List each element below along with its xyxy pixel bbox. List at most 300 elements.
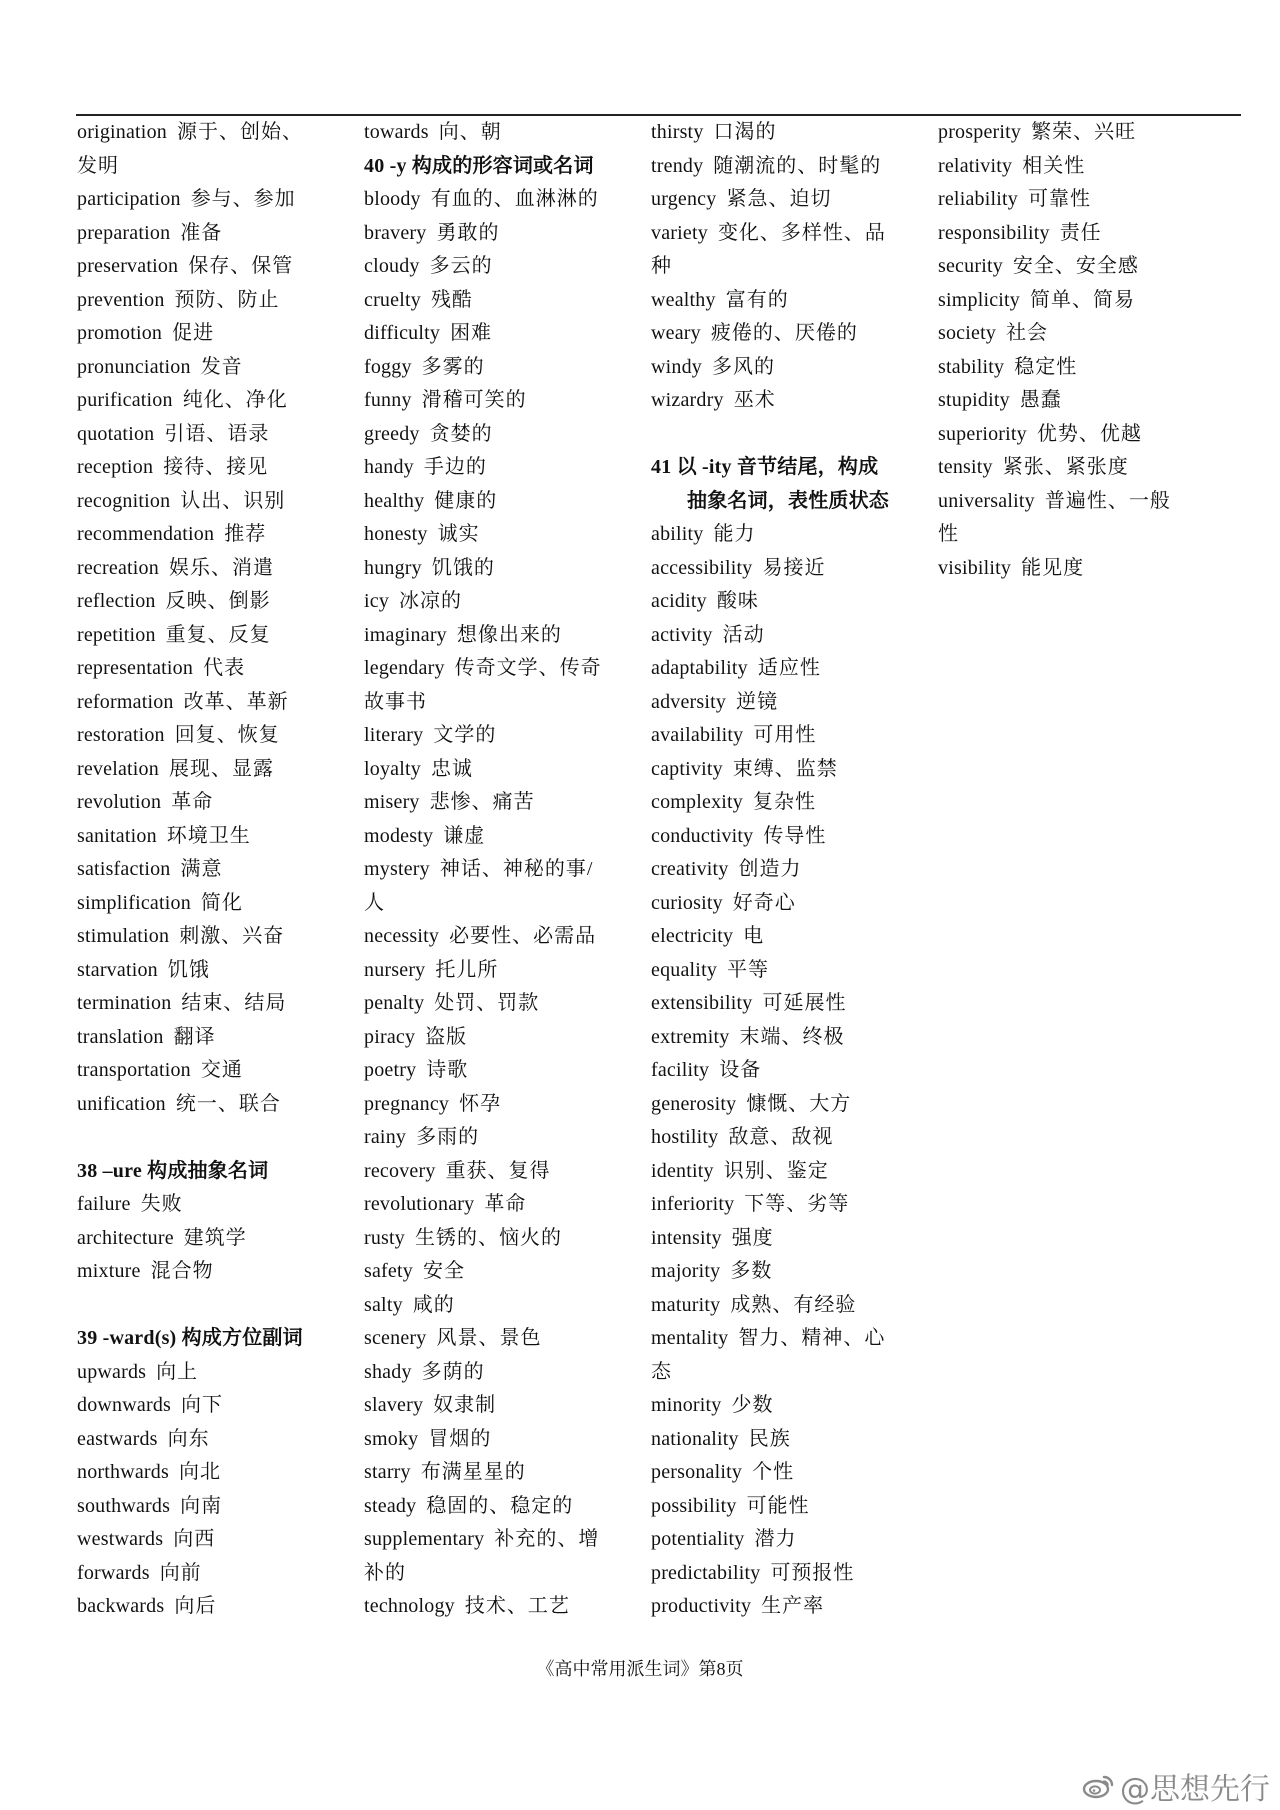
vocab-meaning: 多雨的 xyxy=(416,1126,480,1148)
vocab-entry xyxy=(651,1222,923,1256)
vocab-word: visibility xyxy=(938,556,1012,579)
vocab-word: modesty xyxy=(364,824,434,847)
vocab-word: promotion xyxy=(77,322,163,344)
vocab-meaning: 手边的 xyxy=(423,456,487,478)
vocab-entry xyxy=(364,652,636,686)
vocab-entry xyxy=(364,1389,636,1423)
vocab-entry xyxy=(651,1356,923,1390)
vocab-word: mentality xyxy=(651,1327,729,1349)
vocab-entry xyxy=(364,1490,636,1524)
vocab-word: eastwards xyxy=(77,1427,158,1450)
vocab-meaning: 能见度 xyxy=(1021,556,1085,579)
vocab-word: unification xyxy=(77,1092,166,1115)
vocab-entry xyxy=(77,1557,349,1591)
vocab-word: possibility xyxy=(651,1494,737,1517)
vocab-word: tensity xyxy=(938,456,993,478)
vocab-word: misery xyxy=(364,791,420,813)
vocab-entry xyxy=(77,585,349,619)
vocab-meaning: 冒烟的 xyxy=(428,1427,492,1450)
vocab-entry xyxy=(938,217,1210,251)
vocab-entry xyxy=(938,284,1210,318)
vocab-entry xyxy=(364,719,636,753)
vocab-word: adversity xyxy=(651,690,727,713)
vocab-word: icy xyxy=(364,590,390,612)
vocab-meaning: 紧急、迫切 xyxy=(726,188,832,210)
vocab-entry xyxy=(364,1322,636,1356)
vocab-word: reliability xyxy=(938,188,1018,210)
vocab-meaning: 纯化、净化 xyxy=(182,389,288,411)
vocab-word: trendy xyxy=(651,154,704,177)
vocab-entry xyxy=(364,786,636,820)
vocab-word: literary xyxy=(364,724,424,746)
vocab-word: funny xyxy=(364,389,412,411)
vocab-entry xyxy=(364,217,636,251)
vocab-meaning: 托儿所 xyxy=(435,958,499,981)
vocab-entry xyxy=(77,217,349,251)
vocab-meaning: 向西 xyxy=(173,1528,216,1550)
vocab-meaning: 保存、保管 xyxy=(188,255,294,277)
vocab-word: extensibility xyxy=(651,992,753,1014)
vocab-meaning: 好奇心 xyxy=(732,891,796,914)
vocab-entry xyxy=(77,1188,349,1222)
vocab-meaning: 准备 xyxy=(180,221,223,244)
vocab-entry xyxy=(364,619,636,653)
vocab-word: pronunciation xyxy=(77,355,191,378)
vocab-word: recovery xyxy=(364,1159,436,1182)
vocab-meaning: 参与、参加 xyxy=(190,188,296,210)
vocab-entry xyxy=(651,552,923,586)
vocab-word: minority xyxy=(651,1394,722,1416)
vocab-word: stability xyxy=(938,355,1005,378)
vocab-word: nationality xyxy=(651,1427,739,1450)
vocab-meaning: 诗歌 xyxy=(426,1059,469,1081)
vocab-word: westwards xyxy=(77,1528,164,1550)
vocab-meaning: 传奇文学、传奇 xyxy=(454,657,602,679)
vocab-word: stupidity xyxy=(938,389,1010,411)
vocab-meaning: 多云的 xyxy=(429,255,493,277)
vocab-entry xyxy=(364,1054,636,1088)
vocab-entry xyxy=(364,183,636,217)
vocab-meaning: 可靠性 xyxy=(1027,188,1091,210)
vocab-meaning: 末端、终极 xyxy=(739,1025,845,1048)
vocab-word: legendary xyxy=(364,657,445,679)
vocab-entry xyxy=(651,1322,923,1356)
vocab-meaning: 盗版 xyxy=(425,1025,468,1048)
vocab-entry xyxy=(77,920,349,954)
vocab-meaning: 神话、神秘的事/ xyxy=(439,858,594,880)
vocab-meaning: 发音 xyxy=(200,355,243,378)
vocab-meaning: 口渴的 xyxy=(713,121,777,143)
vocab-meaning: 种 xyxy=(651,255,672,277)
vocab-entry xyxy=(364,1021,636,1055)
vocab-meaning: 可预报性 xyxy=(770,1561,855,1584)
vocab-entry xyxy=(651,585,923,619)
vocab-word: urgency xyxy=(651,188,717,210)
vocab-word: curiosity xyxy=(651,891,723,914)
vocab-meaning: 逆镜 xyxy=(736,690,779,713)
watermark-text: @思想先行 xyxy=(1120,1772,1270,1807)
vocab-entry xyxy=(364,116,636,150)
vocab-meaning: 愚蠢 xyxy=(1019,389,1062,411)
vocab-entry xyxy=(77,418,349,452)
vocab-word: poetry xyxy=(364,1059,417,1081)
vocab-word: difficulty xyxy=(364,322,441,344)
vocab-meaning: 统一、联合 xyxy=(175,1092,281,1115)
vocab-entry xyxy=(364,418,636,452)
vocab-meaning: 活动 xyxy=(722,623,765,646)
vocab-meaning: 随潮流的、时髦的 xyxy=(713,154,882,177)
vocab-entry xyxy=(938,250,1210,284)
vocab-meaning: 慷慨、大方 xyxy=(746,1092,852,1115)
vocab-entry xyxy=(364,1423,636,1457)
vocab-meaning: 忠诚 xyxy=(430,757,473,780)
vocab-word: forwards xyxy=(77,1561,150,1584)
vocab-entry xyxy=(651,116,923,150)
vocab-meaning: 健康的 xyxy=(434,489,498,512)
vocab-meaning: 饥饿的 xyxy=(431,556,495,579)
vocab-word: productivity xyxy=(651,1595,752,1617)
vocab-meaning: 紧张、紧张度 xyxy=(1002,456,1129,478)
vocab-word: identity xyxy=(651,1159,714,1182)
column-3 xyxy=(651,116,923,1624)
vocab-word: scenery xyxy=(364,1327,427,1349)
vocab-entry xyxy=(364,987,636,1021)
vocab-entry xyxy=(938,351,1210,385)
column-1 xyxy=(77,116,349,1624)
vocab-entry xyxy=(651,753,923,787)
vocab-word: simplicity xyxy=(938,288,1020,311)
vocab-word: adaptability xyxy=(651,657,748,679)
vocab-meaning: 创造力 xyxy=(738,858,802,880)
vocab-meaning: 识别、鉴定 xyxy=(723,1159,829,1182)
vocab-meaning: 安全 xyxy=(422,1260,465,1282)
vocab-word: towards xyxy=(364,121,429,143)
vocab-word: starvation xyxy=(77,958,158,981)
spacer xyxy=(77,1289,349,1323)
vocab-meaning: 混合物 xyxy=(150,1260,214,1282)
vocab-word: simplification xyxy=(77,891,191,914)
vocab-meaning: 向前 xyxy=(159,1561,202,1584)
vocab-meaning: 代表 xyxy=(203,657,246,679)
vocab-entry xyxy=(77,384,349,418)
vocab-meaning: 勇敢的 xyxy=(436,221,500,244)
vocab-entry xyxy=(364,250,636,284)
vocab-word: restoration xyxy=(77,724,165,746)
weibo-logo-icon xyxy=(1082,1772,1116,1800)
vocab-word: wizardry xyxy=(651,389,724,411)
vocab-word: reformation xyxy=(77,690,174,713)
vocab-meaning: 可用性 xyxy=(753,724,817,746)
vocab-meaning: 建筑学 xyxy=(183,1226,247,1249)
vocab-meaning: 社会 xyxy=(1006,322,1049,344)
vocab-entry xyxy=(77,317,349,351)
vocab-word: captivity xyxy=(651,757,723,780)
vocab-entry xyxy=(77,853,349,887)
vocab-meaning: 补的 xyxy=(364,1561,406,1584)
vocab-word: weary xyxy=(651,322,701,344)
vocab-meaning: 必要性、必需品 xyxy=(449,925,597,947)
vocab-entry xyxy=(651,1188,923,1222)
vocab-entry xyxy=(364,552,636,586)
vocab-entry xyxy=(77,987,349,1021)
vocab-entry xyxy=(938,150,1210,184)
section-heading: 40 -y 构成的形容词或名词 xyxy=(364,154,594,177)
vocab-word: reception xyxy=(77,456,154,478)
vocab-word: variety xyxy=(651,221,708,244)
vocab-meaning: 向南 xyxy=(180,1494,223,1517)
vocab-meaning: 潜力 xyxy=(754,1528,797,1550)
vocab-entry xyxy=(77,1054,349,1088)
vocab-entry xyxy=(938,552,1210,586)
vocab-entry xyxy=(77,753,349,787)
vocab-word: reflection xyxy=(77,590,156,612)
vocab-entry xyxy=(364,1456,636,1490)
vocab-entry xyxy=(938,384,1210,418)
vocab-meaning: 简单、简易 xyxy=(1030,288,1135,311)
vocab-meaning: 向后 xyxy=(174,1595,217,1617)
vocab-meaning: 少数 xyxy=(731,1394,774,1416)
vocab-entry xyxy=(77,1356,349,1390)
vocab-entry xyxy=(651,317,923,351)
vocab-entry xyxy=(77,887,349,921)
vocab-entry xyxy=(938,518,1210,552)
vocab-word: hostility xyxy=(651,1126,719,1148)
vocab-entry xyxy=(77,116,349,150)
vocab-meaning: 向北 xyxy=(178,1461,221,1483)
vocab-meaning: 多荫的 xyxy=(421,1360,485,1383)
vocab-entry xyxy=(364,1222,636,1256)
vocab-word: conductivity xyxy=(651,824,754,847)
vocab-word: northwards xyxy=(77,1461,169,1483)
vocab-word: termination xyxy=(77,992,172,1014)
vocab-meaning: 向、朝 xyxy=(438,121,502,143)
vocab-meaning: 复杂性 xyxy=(752,791,816,813)
vocab-meaning: 接待、接见 xyxy=(163,456,269,478)
vocab-entry xyxy=(364,1121,636,1155)
vocab-word: slavery xyxy=(364,1394,424,1416)
vocab-entry xyxy=(77,1088,349,1122)
vocab-meaning: 优势、优越 xyxy=(1036,422,1142,445)
vocab-entry xyxy=(938,418,1210,452)
vocab-entry xyxy=(77,1490,349,1524)
vocab-word: revolution xyxy=(77,791,162,813)
vocab-word: failure xyxy=(77,1193,131,1215)
vocab-word: pregnancy xyxy=(364,1092,450,1115)
vocab-meaning: 满意 xyxy=(180,858,223,880)
vocab-word: safety xyxy=(364,1260,413,1282)
vocab-word: healthy xyxy=(364,489,425,512)
vocab-entry xyxy=(364,920,636,954)
vocab-entry xyxy=(651,1289,923,1323)
vocab-meaning: 酸味 xyxy=(716,590,759,612)
vocab-meaning: 翻译 xyxy=(173,1025,216,1048)
vocab-word: recommendation xyxy=(77,523,215,545)
vocab-entry xyxy=(651,887,923,921)
vocab-entry xyxy=(651,853,923,887)
vocab-meaning: 认出、识别 xyxy=(180,489,286,512)
section-heading: 39 -ward(s) 构成方位副词 xyxy=(77,1327,303,1349)
vocab-entry xyxy=(364,351,636,385)
vocab-word: southwards xyxy=(77,1494,171,1517)
vocab-entry xyxy=(651,1423,923,1457)
vocab-entry xyxy=(938,485,1210,519)
vocab-word: prosperity xyxy=(938,121,1022,143)
vocab-meaning: 安全、安全感 xyxy=(1012,255,1139,277)
vocab-word: loyalty xyxy=(364,757,421,780)
vocab-word: purification xyxy=(77,389,173,411)
vocab-entry xyxy=(651,284,923,318)
vocab-meaning: 稳固的、稳定的 xyxy=(426,1494,574,1517)
vocab-entry xyxy=(77,820,349,854)
vocab-meaning: 向上 xyxy=(156,1360,199,1383)
vocab-entry xyxy=(364,317,636,351)
vocab-word: participation xyxy=(77,188,181,210)
vocab-entry xyxy=(364,284,636,318)
vocab-meaning: 稳定性 xyxy=(1014,355,1078,378)
vocab-meaning: 困难 xyxy=(450,322,493,344)
vocab-entry xyxy=(77,1523,349,1557)
vocab-meaning: 故事书 xyxy=(364,690,427,713)
vocab-meaning: 生锈的、恼火的 xyxy=(415,1226,562,1249)
vocab-entry xyxy=(364,1557,636,1591)
vocab-meaning: 可能性 xyxy=(746,1494,810,1517)
vocab-word: revolutionary xyxy=(364,1193,475,1215)
vocab-word: cruelty xyxy=(364,288,421,311)
vocab-word: supplementary xyxy=(364,1528,485,1550)
vocab-meaning: 敌意、敌视 xyxy=(728,1126,834,1148)
vocab-word: rusty xyxy=(364,1226,405,1249)
vocab-word: transportation xyxy=(77,1059,191,1081)
vocab-meaning: 饥饿 xyxy=(167,958,210,981)
vocab-word: recreation xyxy=(77,556,159,579)
vocab-entry xyxy=(651,786,923,820)
vocab-entry xyxy=(364,853,636,887)
vocab-meaning: 布满星星的 xyxy=(420,1461,526,1483)
vocab-meaning: 生产率 xyxy=(761,1595,825,1617)
vocab-word: facility xyxy=(651,1059,710,1081)
vocab-meaning: 引语、语录 xyxy=(164,422,270,445)
vocab-entry xyxy=(77,1456,349,1490)
vocab-meaning: 贪婪的 xyxy=(429,422,493,445)
vocab-meaning: 有血的、血淋淋的 xyxy=(430,188,599,210)
vocab-word: universality xyxy=(938,489,1035,512)
vocab-word: superiority xyxy=(938,422,1027,445)
section-heading: 38 –ure 构成抽象名词 xyxy=(77,1159,269,1182)
vocab-meaning: 重复、反复 xyxy=(165,623,271,646)
vocab-entry xyxy=(651,1557,923,1591)
vocab-entry xyxy=(651,1088,923,1122)
vocab-meaning: 传导性 xyxy=(763,824,827,847)
vocab-entry xyxy=(77,954,349,988)
vocab-entry xyxy=(77,1255,349,1289)
vocab-word: generosity xyxy=(651,1092,737,1115)
vocab-word: accessibility xyxy=(651,556,753,579)
vocab-word: complexity xyxy=(651,791,743,813)
vocab-entry xyxy=(77,451,349,485)
vocab-meaning: 源于、创始、 xyxy=(176,121,303,143)
vocab-word: equality xyxy=(651,958,718,981)
vocab-entry xyxy=(938,116,1210,150)
vocab-word: preparation xyxy=(77,221,171,244)
vocab-word: honesty xyxy=(364,523,428,545)
vocab-word: revelation xyxy=(77,757,159,780)
vocab-entry xyxy=(364,1088,636,1122)
vocab-word: technology xyxy=(364,1595,455,1617)
vocab-meaning: 促进 xyxy=(172,322,215,344)
vocab-entry xyxy=(77,250,349,284)
vocab-word: wealthy xyxy=(651,288,716,311)
vocab-entry xyxy=(77,284,349,318)
vocab-entry xyxy=(651,652,923,686)
vocab-entry xyxy=(77,351,349,385)
vocab-meaning: 结束、结局 xyxy=(181,992,287,1014)
vocab-meaning: 预防、防止 xyxy=(174,288,280,311)
vocab-entry xyxy=(364,820,636,854)
vocab-word: electricity xyxy=(651,925,734,947)
vocab-meaning: 能力 xyxy=(713,523,756,545)
vocab-word: preservation xyxy=(77,255,179,277)
vocab-meaning: 普遍性、一般 xyxy=(1044,489,1171,512)
vocab-entry xyxy=(651,1155,923,1189)
vocab-meaning: 人 xyxy=(364,891,385,914)
vocab-word: repetition xyxy=(77,623,156,646)
vocab-word: responsibility xyxy=(938,221,1050,244)
vocab-word: satisfaction xyxy=(77,858,171,880)
vocab-meaning: 多雾的 xyxy=(421,355,485,378)
vocab-entry xyxy=(77,786,349,820)
vocab-entry xyxy=(651,1490,923,1524)
vocab-entry xyxy=(651,217,923,251)
vocab-entry xyxy=(651,954,923,988)
vocab-word: architecture xyxy=(77,1226,174,1249)
vocab-meaning: 滑稽可笑的 xyxy=(421,389,527,411)
vocab-entry xyxy=(77,552,349,586)
page-footer: 《高中常用派生词》第8页 xyxy=(536,1659,744,1679)
vocab-word: imaginary xyxy=(364,623,447,646)
vocab-meaning: 诚实 xyxy=(437,523,480,545)
vocab-word: bravery xyxy=(364,221,427,244)
vocab-entry xyxy=(651,1523,923,1557)
vocab-meaning: 回复、恢复 xyxy=(174,724,280,746)
vocab-word: representation xyxy=(77,657,194,679)
vocab-entry xyxy=(651,1456,923,1490)
vocab-entry xyxy=(77,652,349,686)
vocab-entry xyxy=(938,451,1210,485)
vocab-meaning: 富有的 xyxy=(725,288,789,311)
vocab-meaning: 责任 xyxy=(1059,221,1102,244)
vocab-entry xyxy=(364,1590,636,1624)
vocab-meaning: 奴隶制 xyxy=(433,1394,497,1416)
vocab-meaning: 风景、景色 xyxy=(436,1327,542,1349)
vocab-meaning: 适应性 xyxy=(757,657,821,679)
vocab-word: mystery xyxy=(364,858,430,880)
vocab-word: creativity xyxy=(651,858,729,880)
vocab-meaning: 革命 xyxy=(484,1193,527,1215)
vocab-entry xyxy=(651,820,923,854)
vocab-entry xyxy=(77,1021,349,1055)
vocab-meaning: 民族 xyxy=(748,1427,791,1450)
vocab-word: quotation xyxy=(77,422,155,445)
vocab-meaning: 发明 xyxy=(77,154,119,177)
vocab-meaning: 性 xyxy=(938,523,959,545)
vocab-meaning: 谦虚 xyxy=(443,824,486,847)
column-4 xyxy=(938,116,1210,585)
vocab-meaning: 个性 xyxy=(752,1461,795,1483)
vocab-meaning: 态 xyxy=(651,1360,672,1383)
vocab-meaning: 易接近 xyxy=(762,556,826,579)
vocab-word: intensity xyxy=(651,1226,722,1249)
vocab-entry xyxy=(364,585,636,619)
